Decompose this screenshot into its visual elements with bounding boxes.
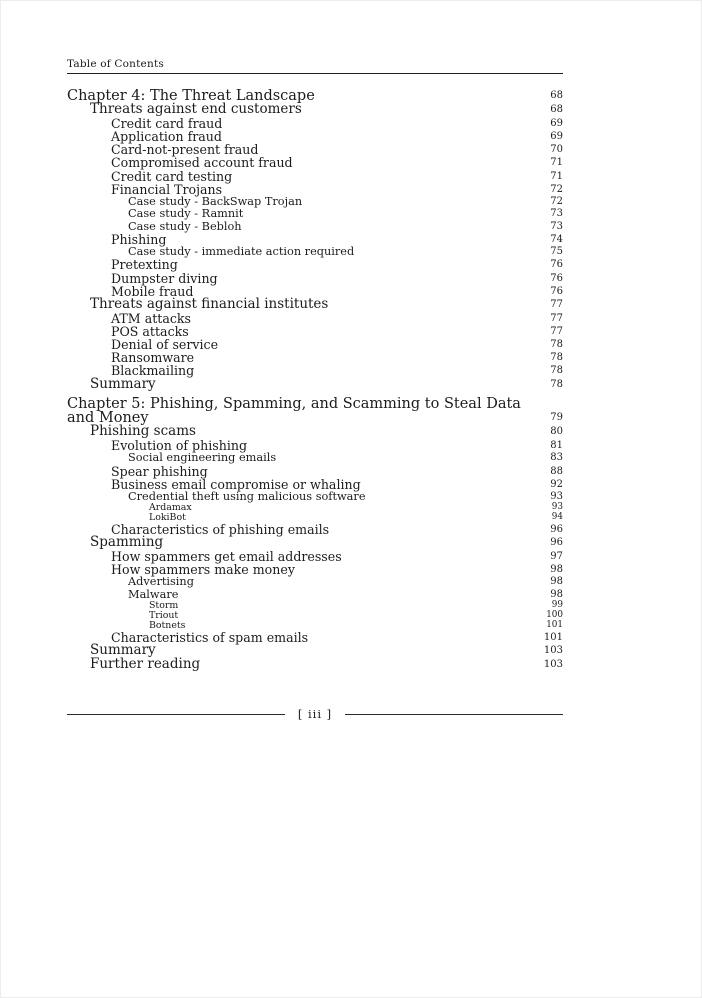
toc-entry-title: Spamming <box>90 534 164 551</box>
toc-entry[interactable] <box>67 183 563 196</box>
toc-entry-title: Dumpster diving <box>111 270 218 286</box>
toc-entry-page: 81 <box>550 440 563 452</box>
toc-entry[interactable] <box>67 503 563 513</box>
running-head <box>67 1 563 74</box>
toc-entry-page: 76 <box>550 259 563 271</box>
toc-entry-page: 79 <box>550 412 563 424</box>
toc-entry[interactable] <box>67 103 563 117</box>
toc-entry-page: 74 <box>550 233 563 245</box>
toc-entry-page: 69 <box>550 130 563 142</box>
toc-entry-title: Case study - Ramnit <box>128 207 244 221</box>
toc-entry[interactable] <box>67 478 563 491</box>
toc-entry-title: Phishing scams <box>90 423 196 440</box>
toc-entry-page: 71 <box>550 170 563 182</box>
toc-entry[interactable] <box>67 601 563 611</box>
toc-entry-page: 78 <box>550 339 563 351</box>
toc-entry-page: 73 <box>550 220 563 232</box>
toc-entry[interactable] <box>67 425 563 439</box>
toc-entry-page: 72 <box>550 195 563 207</box>
toc-entry-title: Characteristics of phishing emails <box>111 522 330 538</box>
toc-entry[interactable] <box>67 375 563 392</box>
page-content <box>67 1 563 721</box>
toc-entry-title: Triout <box>149 609 179 621</box>
toc-entry-title: Summary <box>90 641 156 658</box>
toc-entry-title: Threats against financial institutes <box>90 295 329 312</box>
toc-entry-page: 78 <box>550 378 563 390</box>
toc-entry-page: 96 <box>550 524 563 536</box>
toc-entry-page: 92 <box>550 478 563 490</box>
toc-entry[interactable] <box>67 221 563 233</box>
toc-entry-page: 68 <box>550 90 563 101</box>
toc-entry-title: Advertising <box>128 575 194 589</box>
toc-entry-title: Card-not-present fraud <box>111 142 259 158</box>
toc-entry[interactable] <box>67 465 563 478</box>
toc-entry-page: 101 <box>543 631 563 643</box>
toc-entry-title: Further reading <box>90 655 201 672</box>
toc-entry-page: 77 <box>550 298 563 310</box>
toc-entry[interactable] <box>67 170 563 183</box>
toc-entry-page: 76 <box>550 272 563 284</box>
toc-entry[interactable] <box>67 312 563 325</box>
toc-entry-page: 76 <box>550 285 563 297</box>
toc-entry[interactable] <box>67 397 563 425</box>
toc-entry[interactable] <box>67 156 563 169</box>
toc-entry-page: 88 <box>550 465 563 477</box>
toc-entry-title: Spear phishing <box>111 463 208 479</box>
toc-entry-page: 98 <box>550 588 563 600</box>
toc-entry[interactable] <box>67 589 563 601</box>
toc-entry-page: 99 <box>551 599 563 610</box>
toc-entry-title: Case study - BackSwap Trojan <box>128 194 303 208</box>
toc-entry-title: Malware <box>128 587 179 601</box>
toc-entry-page: 98 <box>550 564 563 576</box>
footer-rule-left <box>67 714 285 715</box>
toc-entry-title: Evolution of phishing <box>111 438 248 454</box>
toc-entry[interactable] <box>67 272 563 285</box>
toc-entry-title: Case study - Bebloh <box>128 219 242 233</box>
toc-entry-page: 71 <box>550 157 563 169</box>
toc-entry-title: Denial of service <box>111 337 219 353</box>
toc-entry[interactable] <box>67 536 563 550</box>
toc-entry[interactable] <box>67 208 563 220</box>
toc-entry-title: Storm <box>149 599 179 611</box>
toc-entry-title: Business email compromise or whaling <box>111 476 361 492</box>
toc-entry-title: Characteristics of spam emails <box>111 629 309 645</box>
toc-entry-page: 103 <box>543 658 563 670</box>
toc-entry[interactable] <box>67 576 563 588</box>
toc-entry-page: 98 <box>550 576 563 588</box>
toc-entry-page: 97 <box>550 550 563 562</box>
toc-entry-page: 94 <box>551 512 563 523</box>
toc-entry-page: 103 <box>543 644 563 656</box>
toc-entry-title: POS attacks <box>111 323 189 339</box>
toc-entry-title: Pretexting <box>111 257 178 273</box>
toc-entry-title: Credential theft using malicious software <box>128 489 366 503</box>
page-footer <box>67 707 563 721</box>
toc-entry[interactable] <box>67 655 563 672</box>
toc-entry-title: Financial Trojans <box>111 181 223 197</box>
toc-entry-page: 80 <box>550 426 563 438</box>
toc-entry-title: Social engineering emails <box>128 451 277 465</box>
table-of-contents <box>67 74 563 671</box>
toc-entry-page: 70 <box>550 144 563 156</box>
toc-entry-page: 93 <box>551 502 563 513</box>
toc-entry-title: Botnets <box>149 619 186 631</box>
toc-entry-title: How spammers get email addresses <box>111 548 342 564</box>
toc-entry-title: LokiBot <box>149 512 186 524</box>
toc-entry-title: Ransomware <box>111 350 195 366</box>
toc-entry[interactable] <box>67 258 563 271</box>
toc-entry-page: 75 <box>550 246 563 258</box>
toc-entry-title: Case study - immediate action required <box>128 245 355 259</box>
toc-entry-title: Summary <box>90 375 156 392</box>
toc-entry[interactable] <box>67 491 563 503</box>
footer-page-number: [ iii ] <box>297 707 333 722</box>
toc-entry-title: Credit card fraud <box>111 115 223 131</box>
toc-entry-title: Mobile fraud <box>111 283 194 299</box>
toc-entry-page: 72 <box>550 183 563 195</box>
toc-entry-title: Ardamax <box>149 502 192 514</box>
toc-entry-page: 77 <box>550 325 563 337</box>
toc-entry-page: 73 <box>550 208 563 220</box>
toc-entry-page: 100 <box>546 609 563 620</box>
toc-entry-title: How spammers make money <box>111 562 295 578</box>
toc-entry[interactable] <box>67 295 563 312</box>
toc-entry-page: 78 <box>550 352 563 364</box>
toc-entry[interactable] <box>67 452 563 464</box>
footer-rule-right <box>345 714 563 715</box>
toc-entry-page: 78 <box>550 365 563 377</box>
toc-header-title: Table of Contents <box>67 58 164 70</box>
toc-entry-page: 77 <box>550 312 563 324</box>
toc-entry-title: ATM attacks <box>111 310 191 326</box>
toc-entry-page: 83 <box>550 452 563 464</box>
toc-entry-page: 69 <box>550 117 563 129</box>
toc-entry-title: Chapter 5: Phishing, Spamming, and Scamming to Steal Data and Money <box>67 396 521 427</box>
toc-entry-title: Chapter 4: The Threat Landscape <box>67 88 315 104</box>
toc-entry-title: Application fraud <box>111 128 222 144</box>
toc-entry-title: Blackmailing <box>111 363 195 379</box>
toc-entry-title: Threats against end customers <box>90 101 302 117</box>
toc-entry-page: 93 <box>550 490 563 502</box>
toc-entry-page: 68 <box>550 104 563 115</box>
toc-entry-title: Phishing <box>111 231 167 247</box>
toc-entry[interactable] <box>67 117 563 130</box>
toc-entry-title: Compromised account fraud <box>111 155 293 171</box>
toc-entry-title: Credit card testing <box>111 168 233 184</box>
toc-entry-page: 101 <box>546 619 563 630</box>
toc-entry-page: 96 <box>550 537 563 549</box>
toc-entry[interactable] <box>67 611 563 621</box>
